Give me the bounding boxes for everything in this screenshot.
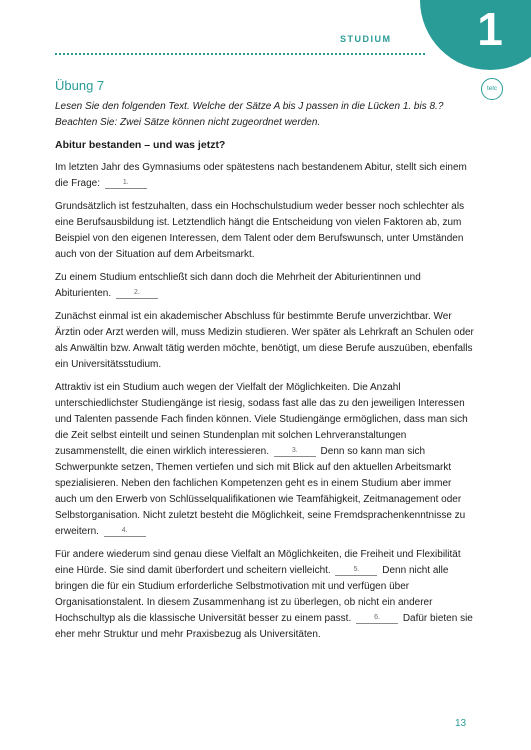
paragraph-text: Attraktiv ist ein Studium auch wegen der Vielfalt der Möglichkeiten. Die Anzahl unterschiedlichster Studiengänge ist riesig, sodass fast alle das zu den jeweiligen Interessen und Talenten passende Fach finden können. Viele Studiengänge ermöglichen, dass man sich die Zeit selbst einteilt und seinen Stundenplan mit solchen Lehrveranstaltungen zusammenstellt, die einen wirklich interessieren. bbox=[55, 382, 468, 457]
answer-gap[interactable] bbox=[104, 525, 146, 537]
chapter-number: 1 bbox=[477, 3, 503, 55]
exercise-title: Übung 7 bbox=[55, 78, 105, 93]
paragraph-text: Grundsätzlich ist festzuhalten, dass ein Hochschulstudium weder besser noch schlechter als eine Berufsausbildung ist. Letztendlich hängt die Entscheidung von vielen Faktoren ab, zum Beispiel von den eigenen Interessen, dem Talent oder dem Berufswunsch, unter Umständen auch von der Situation auf dem Arbeitsmarkt. bbox=[55, 201, 465, 260]
paragraph-text: Im letzten Jahr des Gymnasiums oder spätestens nach bestandenem Abitur, stellt sich einem die Frage: bbox=[55, 162, 467, 189]
answer-gap[interactable] bbox=[116, 287, 158, 299]
gap-number: 1. bbox=[122, 179, 129, 186]
paragraph-text: Zunächst einmal ist ein akademischer Abschluss für bestimmte Berufe unverzichtbar. Wer Ärztin oder Arzt werden will, muss Medizin studieren. Wer später als Lehrkraft an Schulen oder als Anwältin bzw. Anwalt tätig werden möchte, benötigt, um diese Berufe auszuüben, ebenfalls ein Universitätsstudium. bbox=[55, 311, 474, 370]
paragraph bbox=[55, 160, 475, 192]
gap-number: 5. bbox=[353, 566, 360, 573]
text-title: Abitur bestanden – und was jetzt? bbox=[55, 139, 226, 151]
gap-number: 2. bbox=[134, 289, 140, 296]
answer-gap[interactable] bbox=[356, 612, 398, 624]
paragraph-text: Dafür bieten sie eher mehr Struktur und mehr Praxisbezug als Universitäten. bbox=[55, 613, 473, 640]
paragraph-text: Für andere wiederum sind genau diese Vielfalt an Möglichkeiten, die Freiheit und Flexibilität eine Hürde. Sie sind damit überfordert und scheitern vielleicht. bbox=[55, 549, 461, 576]
paragraph-text: Denn nicht alle bringen die für ein Studium erforderliche Selbstmotivation mit und verfügen über Organisationstalent. In diesem Zusammenhang ist zu überlegen, ob nicht ein anderer Hochschultyp als die klassische Universität besser zu einem passt. bbox=[55, 565, 449, 624]
paragraph bbox=[55, 380, 475, 540]
reading-text bbox=[55, 160, 475, 650]
paragraph bbox=[55, 309, 475, 373]
paragraph bbox=[55, 270, 475, 302]
answer-gap[interactable] bbox=[105, 177, 147, 189]
telc-badge: telc bbox=[481, 78, 503, 100]
page-number: 13 bbox=[455, 718, 467, 729]
answer-gap[interactable] bbox=[274, 445, 316, 457]
header-divider bbox=[55, 53, 425, 55]
exercise-instructions: Lesen Sie den folgenden Text. Welche der Sätze A bis J passen in die Lücken 1. bis 8.? Beachten Sie: Zwei Sätze können nicht zugeordnet werden. bbox=[55, 101, 444, 128]
paragraph-text: Zu einem Studium entschließt sich dann doch die Mehrheit der Abiturientinnen und Abiturienten. bbox=[55, 272, 421, 299]
paragraph bbox=[55, 199, 475, 263]
gap-number: 6. bbox=[374, 614, 380, 621]
answer-gap[interactable] bbox=[335, 564, 377, 576]
paragraph bbox=[55, 547, 475, 643]
gap-number: 3. bbox=[291, 447, 298, 454]
gap-number: 4. bbox=[121, 527, 128, 534]
paragraph-text: Denn so kann man sich Schwerpunkte setzen, Themen vertiefen und sich mit Blick auf den aktuellen Arbeitsmarkt spezialisieren. Neben den fachlichen Kompetenzen geht es in einem Studium aber immer auch um den Erwerb von Schlüsselqualifikationen wie Teamfähigkeit, Zeitmanagement oder Selbstorganisation. Nicht zuletzt besteht die Möglichkeit, seine Fremdsprachenkenntnisse zu erweitern. bbox=[55, 446, 466, 537]
section-label: STUDIUM bbox=[340, 34, 392, 44]
